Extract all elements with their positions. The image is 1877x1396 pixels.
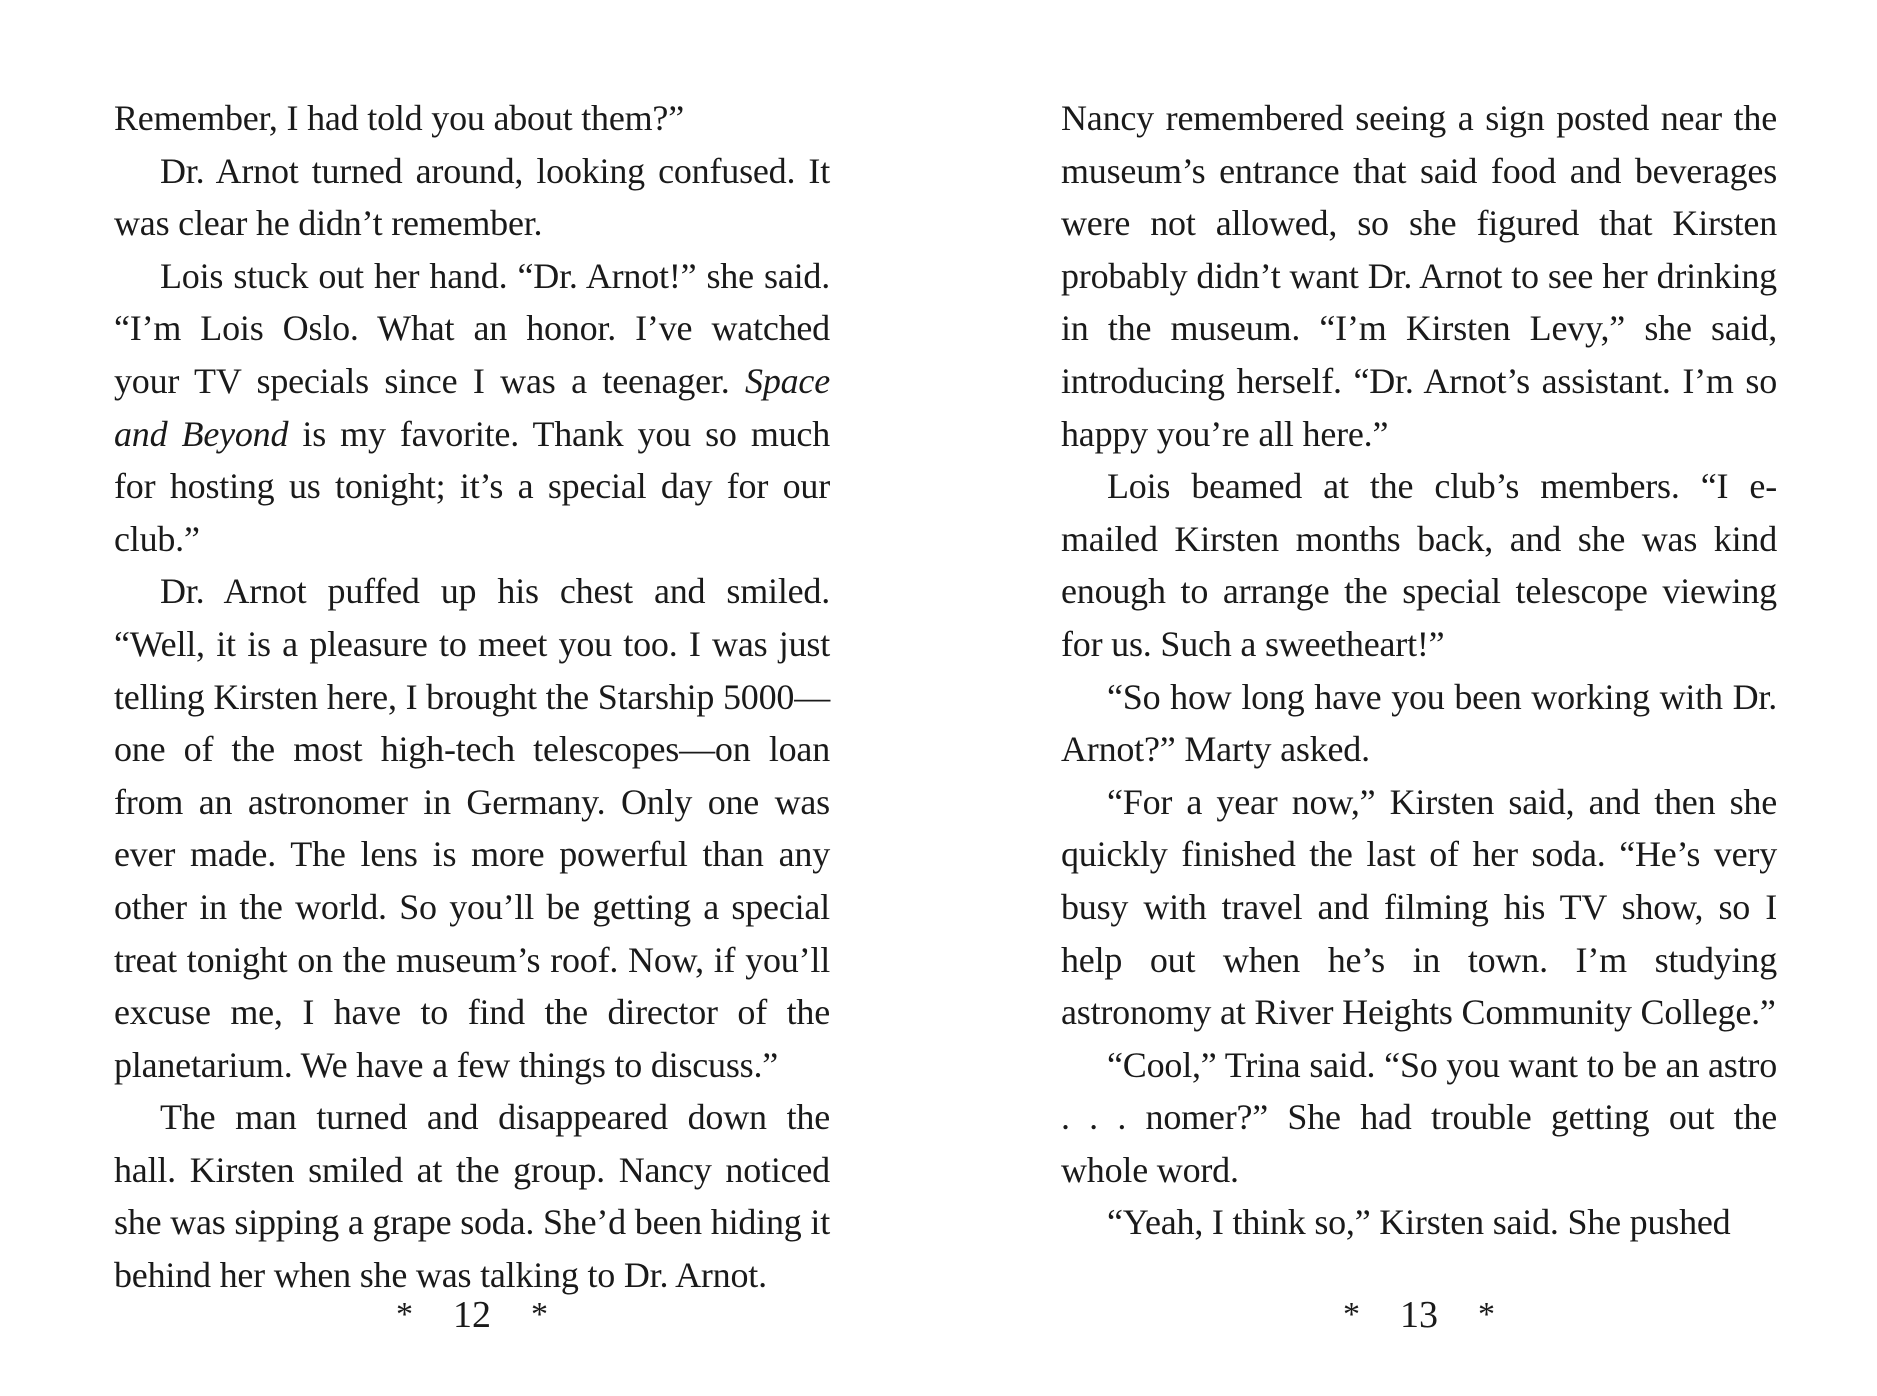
italic-title-text: Space and Beyond <box>114 360 830 454</box>
paragraph <box>1061 92 1777 460</box>
right-page <box>1061 92 1777 1337</box>
folio-star-icon: * <box>1343 1296 1360 1334</box>
paragraph-text: Remember, I had told you about them?” <box>114 98 684 138</box>
paragraph <box>1061 776 1777 1039</box>
left-page <box>114 92 830 1337</box>
paragraph-text: Lois beamed at the club’s members. “I e-mailed Kirsten months back, and she was kind enough to arrange the special telescope viewing for us. Such a sweetheart!” <box>1061 466 1777 664</box>
paragraph-text: is my favorite. Thank you so much for hosting us tonight; it’s a special day for our club.” <box>114 413 830 559</box>
left-page-text <box>114 92 830 1296</box>
paragraph <box>1061 671 1777 776</box>
paragraph-text: “Cool,” Trina said. “So you want to be an astro . . . nomer?” She had trouble getting out the whole word. <box>1061 1044 1777 1190</box>
folio-star-icon: * <box>396 1296 413 1334</box>
paragraph <box>114 92 830 145</box>
paragraph <box>114 145 830 250</box>
paragraph <box>1061 460 1777 670</box>
paragraph-text: “For a year now,” Kirsten said, and then she quickly finished the last of her soda. “He’s very busy with travel and filming his TV show, so I help out when he’s in town. I’m studying astronomy at River Heights Community College.” <box>1061 781 1777 1033</box>
paragraph-text: The man turned and disappeared down the hall. Kirsten smiled at the group. Nancy noticed she was sipping a grape soda. She’d been hiding it behind her when she was talking to Dr. Arnot. <box>114 1097 830 1296</box>
paragraph <box>114 565 830 1091</box>
paragraph-text: “So how long have you been working with Dr. Arnot?” Marty asked. <box>1061 676 1777 770</box>
paragraph <box>114 1091 830 1301</box>
paragraph <box>114 250 830 566</box>
paragraph-text: “Yeah, I think so,” Kirsten said. She pushed <box>1107 1202 1731 1243</box>
paragraph-text: Dr. Arnot puffed up his chest and smiled. “Well, it is a pleasure to meet you too. I was just telling Kirsten here, I brought the Starship 5000—one of the most high-tech telescopes—on loan from an astronomer in Germany. Only one was ever made. The lens is more powerful than any other in the world. So you’ll be getting a special treat tonight on the museum’s roof. Now, if you’ll excuse me, I have to find the director of the planetarium. We have a few things to discuss.” <box>114 571 830 1085</box>
right-page-folio <box>1061 1288 1777 1339</box>
paragraph <box>1061 1039 1777 1197</box>
folio-star-icon: * <box>1478 1296 1495 1334</box>
page-number: 12 <box>453 1294 491 1337</box>
right-page-text <box>1061 92 1777 1252</box>
left-page-folio <box>114 1288 830 1339</box>
folio-star-icon: * <box>531 1296 548 1334</box>
paragraph-text: Lois stuck out her hand. “Dr. Arnot!” she said. “I’m Lois Oslo. What an honor. I’ve watched your TV specials since I was a teenager. <box>114 255 830 401</box>
paragraph-text: Dr. Arnot turned around, looking confused. It was clear he didn’t remember. <box>114 150 830 244</box>
paragraph <box>1061 1196 1777 1249</box>
page-number: 13 <box>1400 1294 1438 1337</box>
paragraph-text: Nancy remembered seeing a sign posted near the museum’s entrance that said food and beverages were not allowed, so she figured that Kirsten probably didn’t want Dr. Arnot to see her drinking in the museum. “I’m Kirsten Levy,” she said, introducing herself. “Dr. Arnot’s assistant. I’m so happy you’re all here.” <box>1061 98 1777 454</box>
